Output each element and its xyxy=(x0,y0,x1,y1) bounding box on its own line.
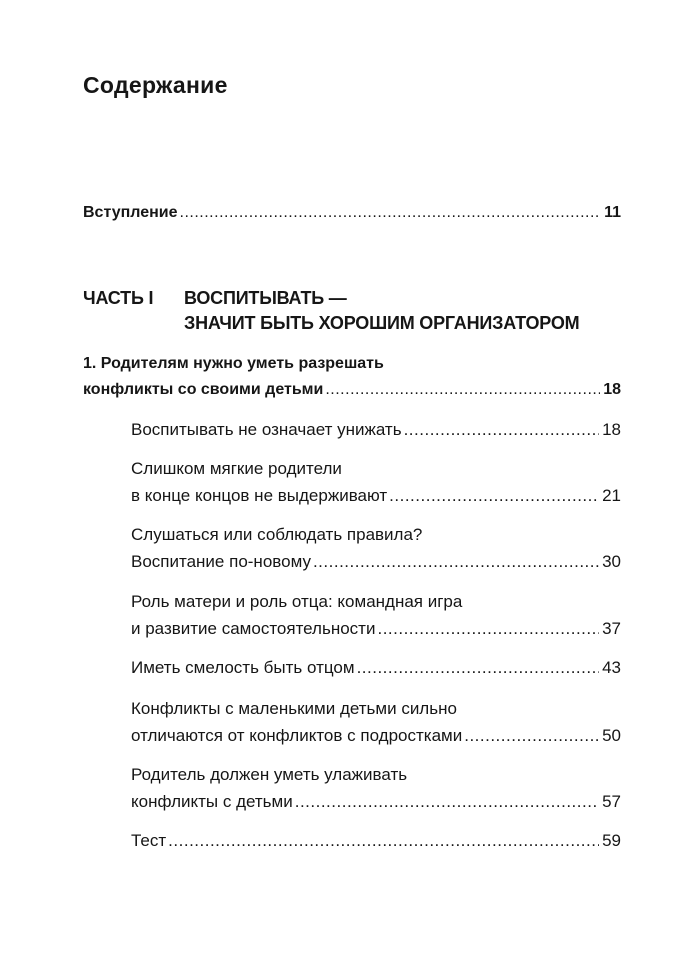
toc-entry-section[interactable] xyxy=(131,552,621,572)
section-title: Воспитывать не означает унижать xyxy=(131,420,402,439)
section-title: Иметь смелость быть отцом xyxy=(131,658,355,677)
toc-entry-label: Вступление xyxy=(83,204,178,221)
dot-leader xyxy=(377,619,599,639)
section-title-line1: Конфликты с маленькими детьми сильно xyxy=(131,699,457,718)
toc-entry-intro[interactable] xyxy=(83,204,621,222)
section-title-line1: Роль матери и роль отца: командная игра xyxy=(131,592,463,611)
chapter-title-line1: 1. Родителям нужно уметь разрешать xyxy=(83,355,384,372)
section-title-line1: Слушаться или соблюдать правила? xyxy=(131,525,423,544)
dot-leader xyxy=(168,831,599,851)
section-title: отличаются от конфликтов с подростками xyxy=(131,726,463,745)
part-title-line1: ВОСПИТЫВАТЬ — xyxy=(184,288,347,308)
dot-leader xyxy=(295,792,599,812)
toc-page-number: 18 xyxy=(602,420,621,439)
dot-leader xyxy=(180,204,602,222)
section-title-line1: Родитель должен уметь улаживать xyxy=(131,765,408,784)
toc-page-number: 50 xyxy=(602,726,621,745)
section-title: и развитие самостоятельности xyxy=(131,619,376,638)
section-title: Воспитание по-новому xyxy=(131,552,311,571)
part-title-line2: ЗНАЧИТ БЫТЬ ХОРОШИМ ОРГАНИЗАТОРОМ xyxy=(184,313,580,333)
toc-entry-section[interactable] xyxy=(131,792,621,812)
section-title: в конце концов не выдерживают xyxy=(131,486,388,505)
toc-entry-section[interactable] xyxy=(131,726,621,746)
toc-page-number: 18 xyxy=(603,381,621,398)
part-label: ЧАСТЬ I xyxy=(83,288,154,308)
toc-entry-section[interactable] xyxy=(131,619,621,639)
dot-leader xyxy=(313,552,599,572)
toc-entry-section[interactable] xyxy=(131,658,621,678)
toc-page-number: 30 xyxy=(602,552,621,571)
section-title: Тест xyxy=(131,831,167,850)
section-title-line1: Слишком мягкие родители xyxy=(131,459,342,478)
toc-page-number: 21 xyxy=(602,486,621,505)
toc-entry-chapter-1[interactable] xyxy=(83,381,621,399)
dot-leader xyxy=(389,486,599,506)
dot-leader xyxy=(404,420,600,440)
toc-page-number: 59 xyxy=(602,831,621,850)
chapter-title-line2: конфликты со своими детьми xyxy=(83,381,324,398)
section-title: конфликты с детьми xyxy=(131,792,293,811)
toc-entry-section[interactable] xyxy=(131,831,621,851)
toc-page-number: 43 xyxy=(602,658,621,677)
dot-leader xyxy=(325,381,600,399)
toc-page-number: 37 xyxy=(602,619,621,638)
toc-page-number: 11 xyxy=(604,204,621,221)
toc-entry-section[interactable] xyxy=(131,486,621,506)
dot-leader xyxy=(464,726,599,746)
page-title: Содержание xyxy=(83,72,228,98)
toc-page-number: 57 xyxy=(602,792,621,811)
dot-leader xyxy=(357,658,600,678)
toc-entry-section[interactable] xyxy=(131,420,621,440)
